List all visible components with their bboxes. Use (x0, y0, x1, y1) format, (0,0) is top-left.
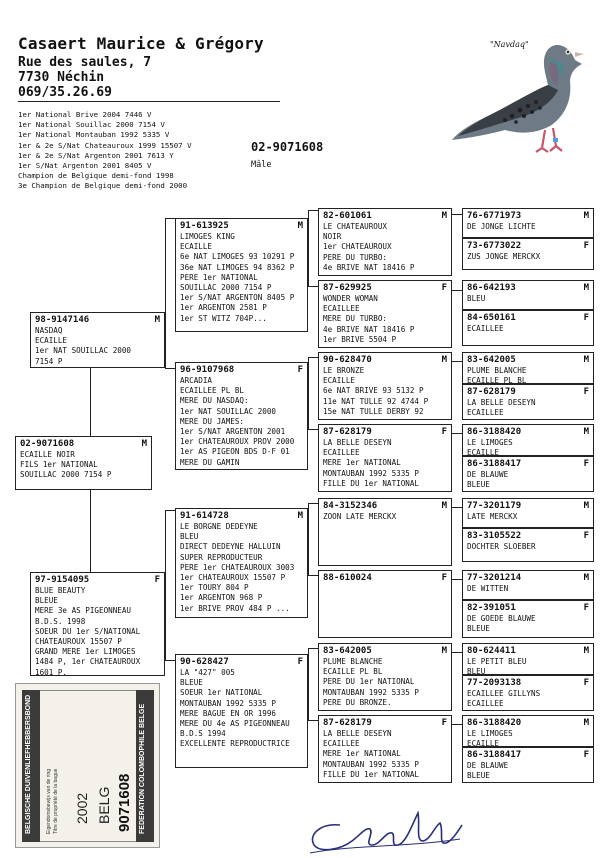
certificate-note-nl: Eigendomsbewijs van de ring (46, 768, 52, 834)
card-line: MONTAUBAN 1992 5335 P (323, 759, 420, 769)
pedigree-card-granddam-paternal (175, 362, 308, 470)
ring-number: 86-642193 (467, 283, 516, 293)
pedigree-card-gen4 (462, 384, 594, 420)
ring-certificate (15, 683, 160, 848)
pedigree-card-gen3 (318, 498, 452, 566)
connector-line (308, 429, 318, 430)
sex-marker: F (583, 603, 589, 613)
card-line: NASDAQ (35, 326, 63, 335)
card-line: CHATEAUROUX 15507 P (35, 637, 122, 647)
card-line: B.D.S. 1998 (35, 616, 86, 626)
certificate-org-nl: BELGISCHE DUIVENLIEFHEBBERSBOND (25, 694, 32, 834)
pedigree-card-gen3 (318, 424, 452, 492)
ring-number: 84-3152346 (323, 501, 378, 511)
connector-line (452, 290, 462, 291)
connector-line (452, 579, 462, 580)
sex-marker: M (441, 646, 447, 656)
card-line: FILLE DU 1er NATIONAL (323, 769, 420, 779)
card-line: LA BELLE DESEYN (323, 729, 392, 738)
ring-number: 90-628427 (180, 657, 229, 667)
card-line: 1er S/NAT ARGENTON 8405 P (180, 293, 295, 303)
card-line: BLEUE (180, 678, 203, 688)
card-line: MERE 3e AS PIGEONNEAU (35, 606, 132, 616)
pedigree-card-gen4 (462, 238, 594, 270)
card-line: BLEU (180, 532, 199, 542)
card-line: LE LIMOGES (467, 729, 513, 738)
pedigree-card-gen4 (462, 570, 594, 600)
card-line: GRAND MERE 1er LIMOGES (35, 647, 136, 657)
card-line: DOCHTER SLOEBER (467, 542, 536, 551)
pedigree-card-grandsire-maternal (175, 508, 308, 618)
card-line: 7154 P (35, 356, 63, 366)
connector-line (308, 357, 318, 358)
card-line: LA BELLE DESEYN (323, 438, 392, 447)
sex-marker: M (441, 355, 447, 365)
achievement-line: 1er National Brive 2004 7446 V (18, 110, 152, 119)
card-line: LE BRONZE (323, 366, 365, 375)
connector-line (165, 368, 175, 369)
card-line: MERE DU JAMES: (180, 416, 245, 426)
ring-number: 87-628179 (467, 387, 516, 397)
pedigree-card-gen3 (318, 643, 452, 711)
pedigree-card-gen3 (318, 280, 452, 348)
sex-marker: F (441, 573, 447, 583)
card-line: 1er S/NAT ARGENTON 2001 (180, 427, 286, 437)
achievement-line: 3e Champion de Belgique demi-fond 2000 (18, 181, 188, 191)
card-line: ZOON LATE MERCKX (323, 512, 397, 521)
card-line: ECAILLE (323, 376, 356, 386)
card-line: ECAILLE (467, 448, 500, 456)
pedigree-card-gen3 (318, 208, 452, 276)
card-line: ECAILLEE (467, 324, 504, 333)
connector-line (452, 361, 462, 362)
pedigree-card-gen4 (462, 352, 594, 384)
sex-marker: M (583, 501, 589, 511)
connector-line (90, 490, 91, 572)
card-line: EXCELLENTE REPRODUCTRICE (180, 739, 290, 749)
card-line: LIMOGES KING (180, 232, 235, 241)
card-line: 1er NAT SOUILLAC 2000 (35, 346, 132, 356)
certificate-country: BELG (96, 786, 112, 824)
connector-line (308, 286, 318, 287)
card-line: PERE DU TURBO: (323, 252, 388, 262)
card-line: LA "427" 005 (180, 668, 235, 677)
ring-number: 86-3188420 (467, 718, 522, 728)
bird-nickname: "Navdaq" (490, 40, 529, 49)
connector-line (308, 648, 309, 720)
connector-line (452, 652, 462, 653)
card-line: 6e NAT BRIVE 93 5132 P (323, 386, 424, 396)
ring-number: 84-650161 (467, 313, 516, 323)
card-line: PERE DU 1er NATIONAL (323, 677, 415, 687)
ring-number: 80-624411 (467, 646, 516, 656)
achievement-line: Champion de Belgique demi-fond 1998 (18, 171, 174, 181)
ring-number: 88-610024 (323, 573, 372, 583)
pedigree-card-sire (30, 312, 165, 368)
sex-marker: M (583, 211, 589, 221)
sex-marker: F (441, 718, 447, 728)
sex-marker: M (583, 573, 589, 583)
card-line: DE GOEDE BLAUWE (467, 614, 536, 623)
certificate-year: 2002 (74, 792, 90, 824)
card-line: ECAILLE (35, 336, 68, 346)
card-line: 1er ST WITZ 704P... (180, 313, 267, 323)
card-line: BLEUE (467, 624, 490, 634)
certificate-note-fr: Titre de propriété de la bague (53, 768, 59, 834)
sex-marker: M (297, 221, 303, 231)
card-line: 1601 P. (35, 667, 68, 676)
card-line: 6e NAT LIMOGES 93 10291 P (180, 252, 295, 262)
connector-line (308, 720, 318, 721)
card-line: MERE DU NASDAQ: (180, 396, 249, 406)
pedigree-card-gen4 (462, 456, 594, 492)
connector-line (308, 503, 318, 504)
card-line: LE PETIT BLEU (467, 657, 527, 666)
sex-marker: F (441, 427, 447, 437)
sex-marker: M (441, 211, 447, 221)
card-line: PERE 1er NATIONAL (180, 272, 258, 282)
card-line: 1er TOURY 804 P (180, 583, 249, 593)
card-line: MERE 1er NATIONAL (323, 749, 401, 759)
sex-marker: M (154, 315, 160, 325)
connector-line (452, 214, 462, 215)
card-line: ZUS JONGE MERCKX (467, 252, 541, 261)
ring-number: 87-628179 (323, 718, 372, 728)
connector-line (452, 724, 462, 725)
card-line: LE CHATEAUROUX (323, 222, 388, 231)
ring-number: 86-3188420 (467, 427, 522, 437)
ring-number: 83-642005 (323, 646, 372, 656)
card-line: MERE DU TURBO: (323, 314, 388, 324)
sex-marker: F (583, 313, 589, 323)
connector-line (165, 510, 175, 511)
card-line: B.D.S 1994 (180, 729, 226, 739)
card-line: LE LIMOGES (467, 438, 513, 447)
card-line: WONDER WOMAN (323, 294, 378, 303)
sex-marker: M (583, 718, 589, 728)
pedigree-card-gen4 (462, 528, 594, 562)
certificate-note (46, 769, 60, 834)
card-line: SUPER REPRODUCTEUR (180, 552, 263, 562)
card-line: FILS 1er NATIONAL (20, 460, 98, 470)
card-line: 1er ARGENTON 968 P (180, 593, 263, 603)
card-line: DE JONGE LICHTE (467, 222, 536, 231)
ring-number: 87-629925 (323, 283, 372, 293)
ring-number: 90-628470 (323, 355, 372, 365)
pedigree-card-gen4 (462, 280, 594, 310)
pigeon-photo (450, 30, 590, 170)
ring-number: 82-601061 (323, 211, 372, 221)
card-line: DIRECT DEDEYNE HALLUIN (180, 542, 281, 552)
pedigree-card-gen4 (462, 424, 594, 456)
sex-marker: F (583, 241, 589, 251)
sex-marker: M (583, 646, 589, 656)
pedigree-card-granddam-maternal (175, 654, 308, 768)
pedigree-card-dam (30, 572, 165, 676)
ring-number: 96-9107968 (180, 365, 235, 375)
card-line: ECAILLEE (467, 408, 504, 418)
connector-line (308, 575, 318, 576)
certificate-org-fr: FEDERATION COLOMBOPHILE BELGE (139, 703, 146, 834)
card-line: BLEU (467, 667, 486, 675)
ring-number: 73-6773022 (467, 241, 522, 251)
connector-line (165, 218, 175, 219)
card-line: NOIR (323, 232, 342, 242)
card-line: SOUILLAC 2000 7154 P (180, 283, 272, 293)
card-line: MERE DU 4e AS PIGEONNEAU (180, 719, 290, 729)
card-line: MONTAUBAN 1992 5335 P (323, 687, 420, 697)
card-line: SOEUR 1er NATIONAL (180, 688, 263, 698)
pedigree-card-gen4 (462, 747, 594, 783)
connector-line (165, 660, 175, 661)
achievement-line: 1er National Montauban 1992 5335 V (18, 130, 170, 140)
achievement-line: 1er & 2e S/Nat Argenton 2001 7613 Y (18, 150, 174, 160)
pedigree-card-gen4 (462, 208, 594, 238)
connector-line (165, 218, 166, 368)
card-line: 4e BRIVE NAT 18416 P (323, 324, 415, 334)
card-line: DE WITTEN (467, 584, 509, 593)
ring-number: 91-614728 (180, 511, 229, 521)
ring-number: 82-391051 (467, 603, 516, 613)
card-line: ECAILLE PL BL (323, 667, 383, 677)
card-line: PLUME BLANCHE (323, 657, 383, 666)
connector-line (308, 357, 309, 429)
ring-number: 76-6771973 (467, 211, 522, 221)
card-line: ECAILLE NOIR (20, 450, 75, 459)
card-line: MERE BAGUE EN OR 1996 (180, 708, 277, 718)
card-line: ECAILLE PL BL (467, 376, 527, 384)
sex-marker: F (583, 459, 589, 469)
connector-line (308, 210, 318, 211)
card-line: LE BORGNE DEDEYNE (180, 522, 258, 531)
sex-marker: F (583, 387, 589, 397)
pedigree-card-gen4 (462, 600, 594, 638)
connector-line (308, 503, 309, 575)
pedigree-card-gen3 (318, 715, 452, 783)
card-line: ARCADIA (180, 376, 213, 385)
breeder-city: 7730 Néchin (18, 70, 105, 85)
card-line: BLEU (467, 294, 486, 303)
card-line: 1er ARGENTON 2581 P (180, 303, 267, 313)
sex-marker: F (583, 678, 589, 688)
card-line: SOUILLAC 2000 7154 P (20, 470, 112, 480)
achievements-list (18, 110, 192, 192)
sex-marker: M (583, 427, 589, 437)
card-line: ECAILLEE PL BL (180, 386, 245, 396)
card-line: 4e BRIVE NAT 18416 P (323, 262, 415, 272)
connector-line (452, 433, 462, 434)
breeder-name: Casaert Maurice & Grégory (18, 34, 264, 53)
ring-number: 86-3188417 (467, 459, 522, 469)
sex-marker: F (297, 657, 303, 667)
pedigree-card-gen4 (462, 310, 594, 346)
sex-marker: M (583, 355, 589, 365)
connector-line (452, 507, 462, 508)
sex-marker: F (583, 750, 589, 760)
pedigree-card-gen4 (462, 643, 594, 675)
card-line: ECAILLEE (323, 739, 360, 749)
card-line: 1er BRIVE PROV 484 P ... (180, 603, 290, 613)
connector-line (165, 510, 166, 660)
card-line: 1er CHATEAUROUX PROV 2000 (180, 437, 295, 447)
card-line: PERE 1er CHATEAUROUX 3003 (180, 562, 295, 572)
card-line: BLEUE (35, 596, 58, 606)
card-line: 11e NAT TULLE 92 4744 P (323, 396, 429, 406)
sex-marker: M (583, 283, 589, 293)
pedigree-card-gen3 (318, 352, 452, 420)
card-line: 1er AS PIGEON BDS D-F 01 (180, 447, 290, 457)
subject-sex: Mâle (251, 160, 272, 170)
achievement-line: 1er S/Nat Argenton 2001 8405 V (18, 161, 152, 171)
connector-line (308, 210, 309, 286)
connector-line (308, 648, 318, 649)
breeder-street: Rue des saules, 7 (18, 55, 152, 70)
card-line: SOEUR DU 1er S/NATIONAL (35, 626, 141, 636)
card-line: BLEUE (467, 771, 490, 781)
achievement-line: 1er & 2e S/Nat Chateauroux 1999 15507 V (18, 140, 192, 150)
ring-number: 86-3188417 (467, 750, 522, 760)
ring-number: 77-2093138 (467, 678, 522, 688)
card-line: MERE DU GAMIN (180, 457, 240, 467)
ring-number: 77-3201214 (467, 573, 522, 583)
ring-number: 98-9147146 (35, 315, 90, 325)
card-line: PERE DU BRONZE. (323, 697, 392, 707)
signature-image (300, 795, 470, 858)
card-line: 15e NAT TULLE DERBY 92 (323, 406, 424, 416)
certificate-ring-number: 9071608 (116, 773, 133, 832)
sex-marker: M (141, 439, 147, 449)
card-line: 1er NAT SOUILLAC 2000 (180, 406, 277, 416)
card-line: ECAILLEE (467, 699, 504, 709)
pedigree-card-gen4 (462, 675, 594, 711)
sex-marker: F (297, 365, 303, 375)
card-line: MONTAUBAN 1992 5335 P (323, 468, 420, 478)
card-line: LATE MERCKX (467, 512, 518, 521)
card-line: 36e NAT LIMOGES 94 8362 P (180, 262, 295, 272)
card-line: ECAILLE (467, 739, 500, 747)
sex-marker: M (441, 501, 447, 511)
card-line: 1484 P, 1er CHATEAUROUX (35, 657, 141, 667)
pedigree-card-gen3 (318, 570, 452, 638)
header-rule (18, 101, 280, 102)
card-line: BLUE BEAUTY (35, 586, 86, 595)
card-line: LA BELLE DESEYN (467, 398, 536, 407)
pedigree-card-gen4 (462, 498, 594, 528)
pedigree-card-gen4 (462, 715, 594, 747)
sex-marker: F (583, 531, 589, 541)
breeder-phone: 069/35.26.69 (18, 85, 112, 100)
card-line: MONTAUBAN 1992 5335 P (180, 698, 277, 708)
ring-number: 02-9071608 (20, 439, 75, 449)
card-line: ECAILLEE (323, 304, 360, 314)
ring-number: 83-642005 (467, 355, 516, 365)
card-line: PLUME BLANCHE (467, 366, 527, 375)
pedigree-card-subject (15, 436, 152, 490)
card-line: FILLE DU 1er NATIONAL (323, 478, 420, 488)
card-line: MERE 1er NATIONAL (323, 458, 401, 468)
sex-marker: M (297, 511, 303, 521)
ring-number: 77-3201179 (467, 501, 522, 511)
ring-number: 87-628179 (323, 427, 372, 437)
card-line: ECAILLEE GILLYNS (467, 689, 541, 698)
ring-number: 83-3105522 (467, 531, 522, 541)
card-line: BLEUE (467, 480, 490, 490)
sex-marker: F (441, 283, 447, 293)
card-line: 1er CHATEAUROUX 15507 P (180, 573, 286, 583)
card-line: ECAILLEE (323, 448, 360, 458)
pedigree-card-grandsire-paternal (175, 218, 308, 332)
ring-number: 91-613925 (180, 221, 229, 231)
card-line: DE BLAUWE (467, 470, 509, 479)
card-line: 1er CHATEAUROUX (323, 242, 392, 252)
ring-number: 97-9154095 (35, 575, 90, 585)
card-line: DE BLAUWE (467, 761, 509, 770)
achievement-line: 1er National Souillac 2000 7154 V (18, 120, 165, 130)
subject-ring: 02-9071608 (251, 140, 324, 154)
card-line: 1er BRIVE 5504 P (323, 334, 397, 344)
sex-marker: F (154, 575, 160, 585)
card-line: ECAILLE (180, 242, 213, 252)
connector-line (90, 368, 91, 436)
